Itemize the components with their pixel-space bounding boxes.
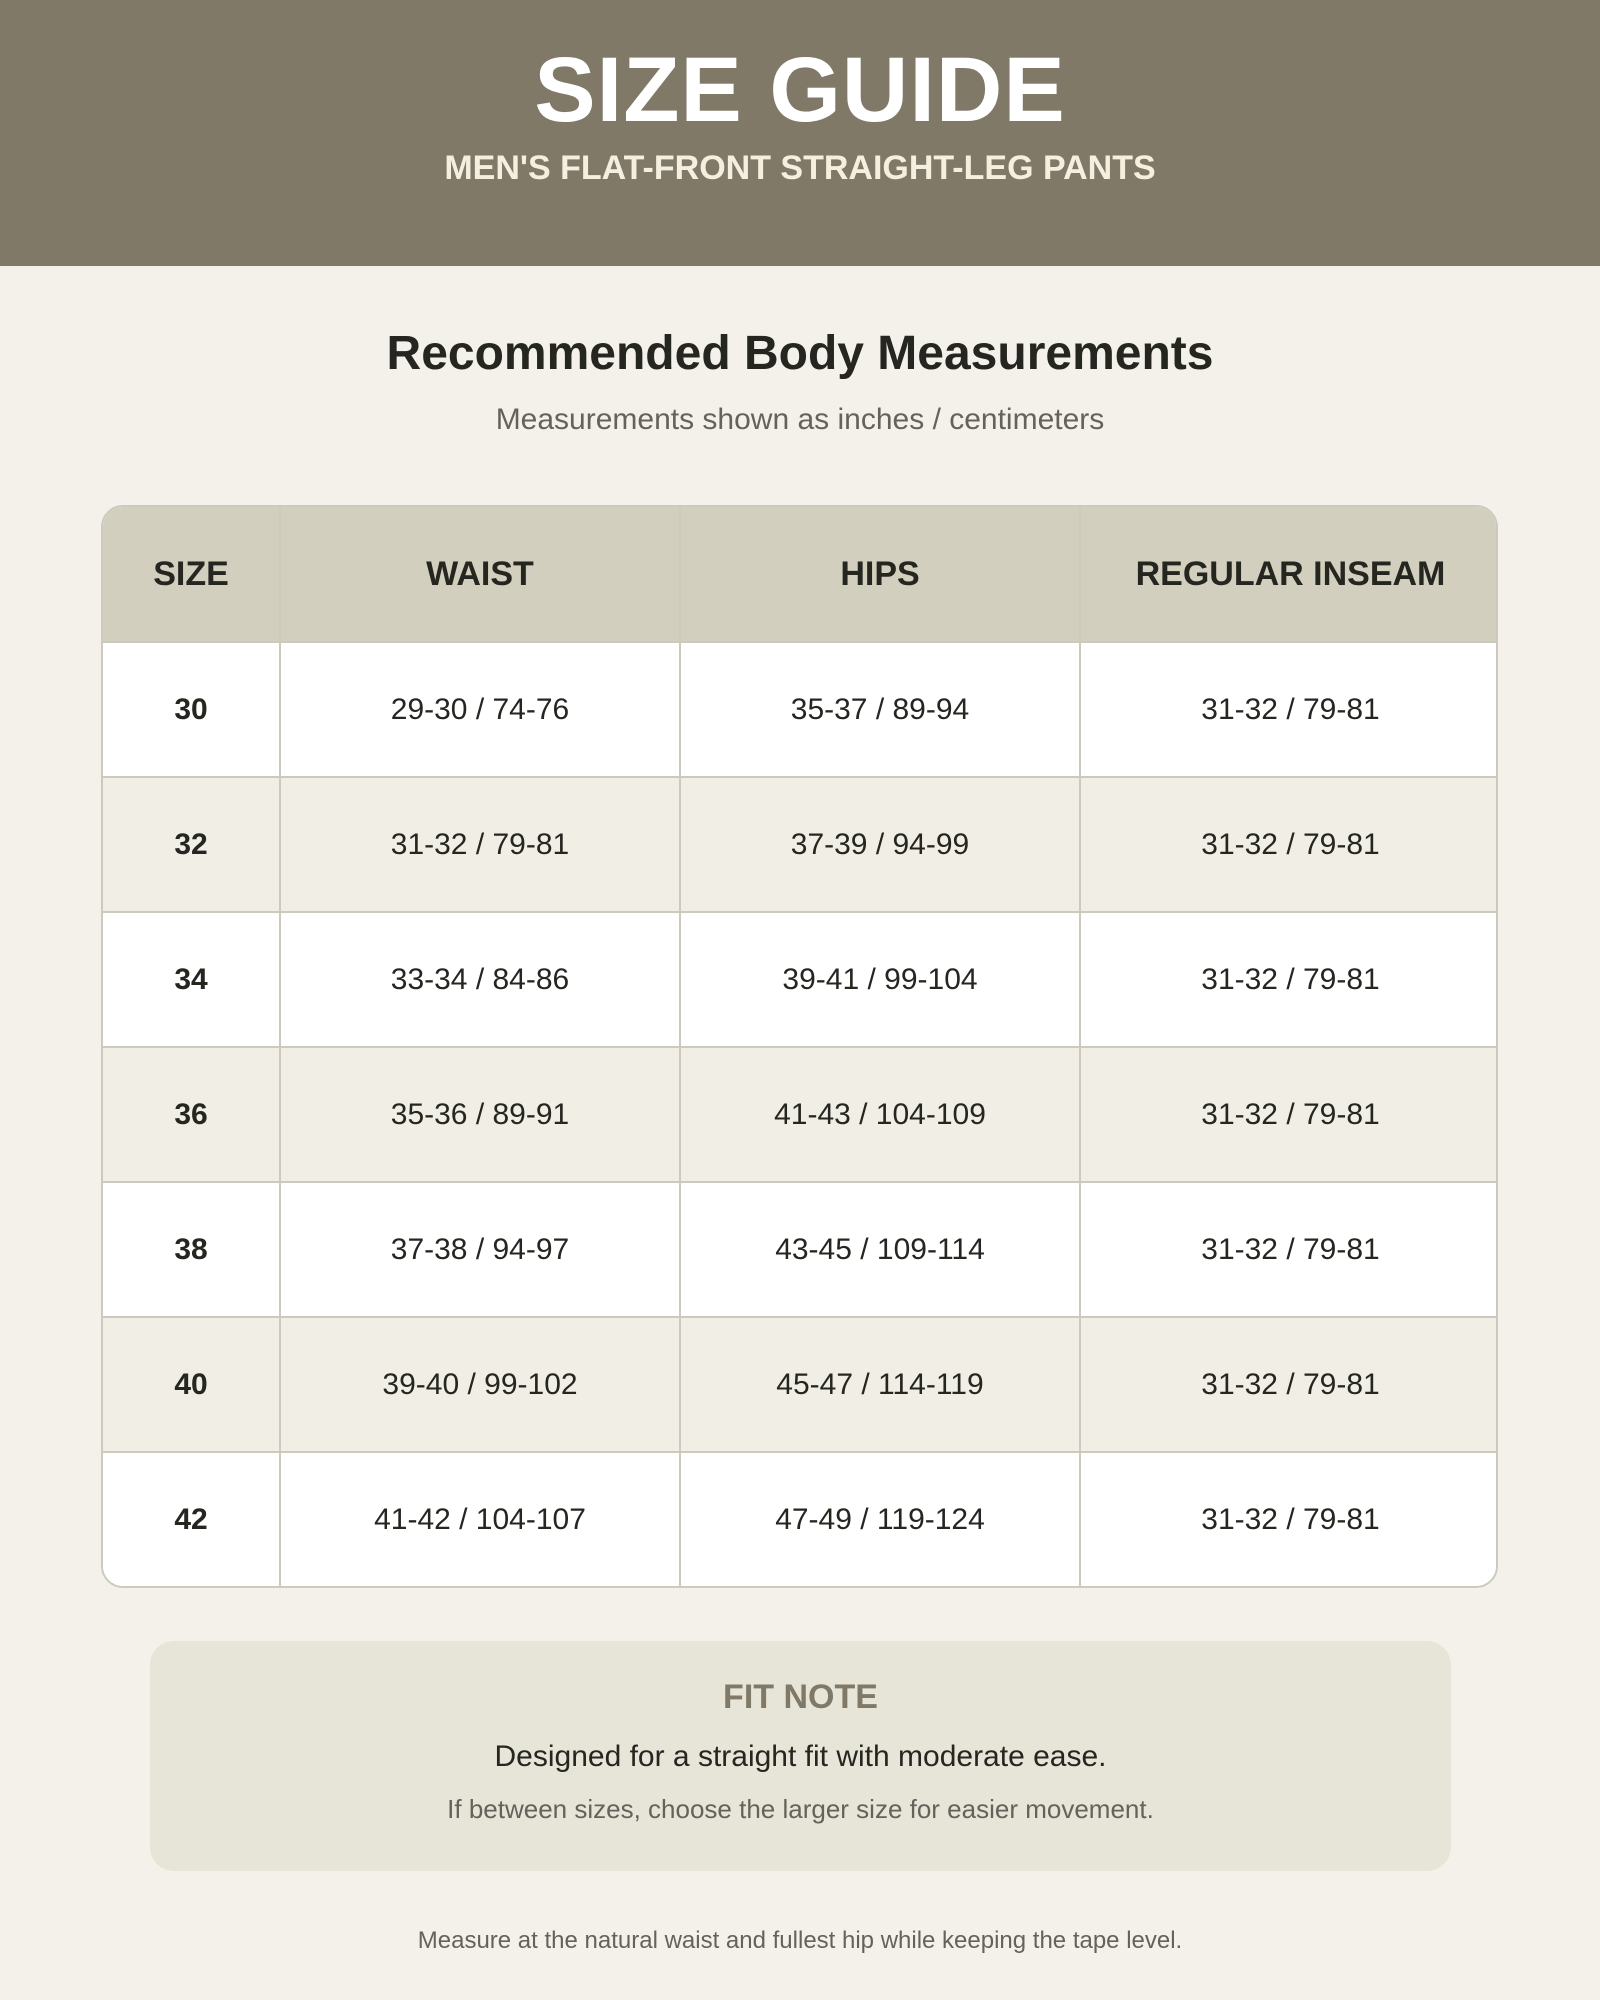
table-row [103,912,1498,1047]
fit-note-main-text: Designed for a straight fit with moderate ease. [494,1740,1107,1773]
waist-cell: 35-36 / 89-91 [280,1047,680,1182]
page-header [0,0,1600,266]
hips-cell: 43-45 / 109-114 [680,1182,1080,1317]
inseam-cell: 31-32 / 79-81 [1080,1317,1498,1452]
fit-note-panel [150,1641,1451,1871]
table-row [103,1182,1498,1317]
inseam-cell: 31-32 / 79-81 [1080,1452,1498,1586]
hips-cell: 45-47 / 114-119 [680,1317,1080,1452]
fit-note-title: FIT NOTE [723,1678,878,1716]
waist-cell: 31-32 / 79-81 [280,777,680,912]
footer-note: Measure at the natural waist and fullest hip while keeping the tape level. [417,1927,1183,1954]
size-cell: 32 [103,777,280,912]
column-header-inseam: REGULAR INSEAM [1080,507,1498,642]
size-cell: 38 [103,1182,280,1317]
hips-cell: 47-49 / 119-124 [680,1452,1080,1586]
inseam-cell: 31-32 / 79-81 [1080,777,1498,912]
waist-cell: 41-42 / 104-107 [280,1452,680,1586]
column-header-size: SIZE [103,507,280,642]
inseam-cell: 31-32 / 79-81 [1080,642,1498,777]
size-table-container [101,505,1498,1588]
hips-cell: 41-43 / 104-109 [680,1047,1080,1182]
hips-cell: 35-37 / 89-94 [680,642,1080,777]
table-row [103,1317,1498,1452]
inseam-cell: 31-32 / 79-81 [1080,912,1498,1047]
page-title: SIZE GUIDE [534,39,1066,141]
size-cell: 42 [103,1452,280,1586]
size-cell: 36 [103,1047,280,1182]
table-header-row [103,507,1498,642]
product-subtitle: MEN'S FLAT-FRONT STRAIGHT-LEG PANTS [444,149,1156,187]
waist-cell: 39-40 / 99-102 [280,1317,680,1452]
hips-cell: 37-39 / 94-99 [680,777,1080,912]
size-cell: 40 [103,1317,280,1452]
column-header-hips: HIPS [680,507,1080,642]
section-subtitle: Measurements shown as inches / centimeters [495,403,1105,436]
size-table [103,507,1498,1586]
size-cell: 34 [103,912,280,1047]
waist-cell: 37-38 / 94-97 [280,1182,680,1317]
table-row [103,642,1498,777]
hips-cell: 39-41 / 99-104 [680,912,1080,1047]
column-header-waist: WAIST [280,507,680,642]
waist-cell: 29-30 / 74-76 [280,642,680,777]
waist-cell: 33-34 / 84-86 [280,912,680,1047]
size-cell: 30 [103,642,280,777]
table-row [103,1452,1498,1586]
table-row [103,777,1498,912]
inseam-cell: 31-32 / 79-81 [1080,1182,1498,1317]
fit-note-secondary-text: If between sizes, choose the larger size for easier movement. [447,1794,1154,1824]
section-title: Recommended Body Measurements [386,327,1214,380]
inseam-cell: 31-32 / 79-81 [1080,1047,1498,1182]
table-row [103,1047,1498,1182]
